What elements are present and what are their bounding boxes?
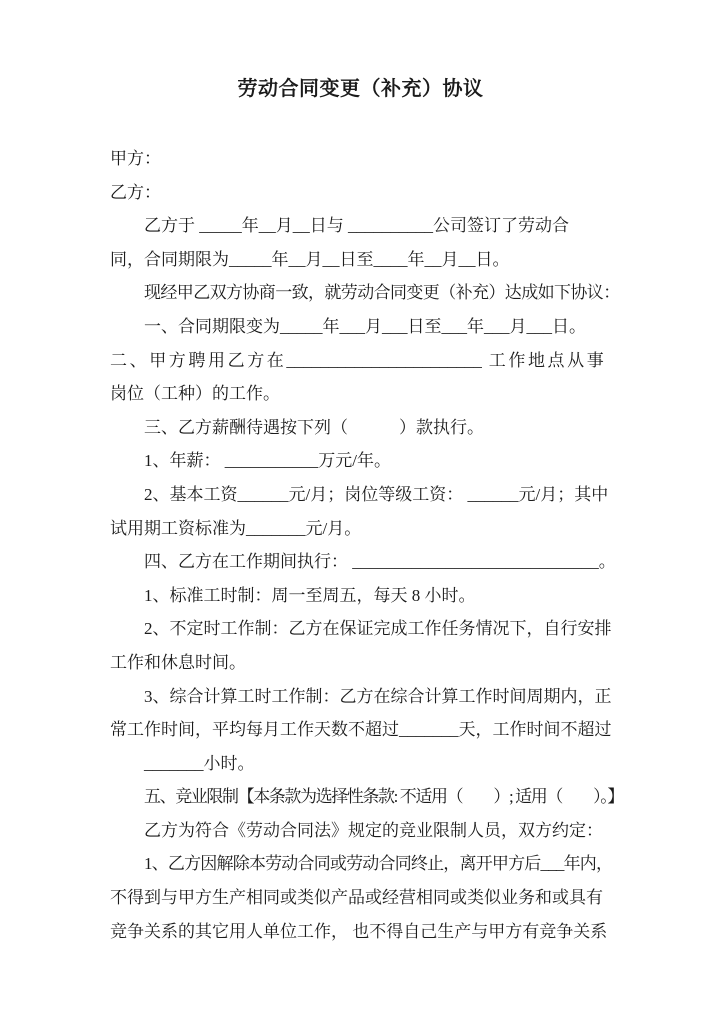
clause-4-comprehensive-continued-line: 常工作时间，平均每月工作天数不超过_______天，工作时间不超过 xyxy=(110,720,612,740)
clause-3-salary-header-line: 三、乙方薪酬待遇按下列（ ）款执行。 xyxy=(144,417,484,437)
clause-2-continued-line: 岗位（工种）的工作。 xyxy=(110,384,280,404)
clause-1-term-line: 一、合同期限变为_____年___月___日至___年___月___日。 xyxy=(144,316,586,336)
clause-4-standard-hours-line: 1、标准工时制：周一至周五，每天 8 小时。 xyxy=(144,585,476,605)
clause-5-noncompete-header-line: 五、竞业限制【本条款为选择性条款: 不适用（ ）; 适用（ ）。】 xyxy=(144,787,623,807)
clause-4-flexible-continued-line: 工作和休息时间。 xyxy=(110,652,246,672)
clause-2-workplace-line xyxy=(110,344,625,378)
clause-4-comprehensive-end-line: _______小时。 xyxy=(144,753,255,773)
clause-3-annual-salary-line: 1、年薪： ___________万元/年。 xyxy=(144,451,391,471)
clause-2-post-text: 工作地点从事 xyxy=(481,350,607,370)
clause-3-probation-salary-line: 试用期工资标准为_______元/月。 xyxy=(110,518,362,538)
clause-4-flexible-hours-line: 2、不定时工作制：乙方在保证完成工作任务情况下，自行安排 xyxy=(144,619,612,639)
intro-line-1: 乙方于 _____年__月__日与 __________公司签订了劳动合 xyxy=(144,216,569,236)
clause-5-noncompete-item1-cont-line: 不得到与甲方生产相同或类似产品或经营相同或类似业务和或具有 xyxy=(110,888,603,908)
document-body xyxy=(110,142,625,948)
clause-2-pre-text: 二、甲方聘用乙方在 xyxy=(110,350,287,370)
intro-line-2: 同，合同期限为_____年__月__日至____年__月__日。 xyxy=(110,249,510,269)
clause-4-comprehensive-hours-line: 3、综合计算工时工作制：乙方在综合计算工作时间周期内，正 xyxy=(144,686,612,706)
fill-in-blank: _______________________ xyxy=(286,350,482,370)
clause-5-noncompete-item1-line: 1、乙方因解除本劳动合同或劳动合同终止，离开甲方后___年内， xyxy=(144,854,613,874)
clause-4-working-hours-line: 四、乙方在工作期间执行： _____________________________。 xyxy=(144,552,616,572)
party-a-line: 甲方： xyxy=(110,149,161,168)
clause-5-noncompete-item1-cont2-line: 竞争关系的其它用人单位工作， 也不得自己生产与甲方有竞争关系 xyxy=(110,921,608,941)
party-b-line: 乙方： xyxy=(110,182,161,202)
agreement-statement-line: 现经甲乙双方协商一致，就劳动合同变更（补充）达成如下协议： xyxy=(144,283,620,303)
clause-5-noncompete-intro-line: 乙方为符合《劳动合同法》规定的竞业限制人员，双方约定： xyxy=(144,820,603,840)
clause-3-base-salary-line: 2、基本工资______元/月；岗位等级工资： ______元/月；其中 xyxy=(144,484,609,504)
document-title: 劳动合同变更（补充）协议 xyxy=(237,78,484,100)
